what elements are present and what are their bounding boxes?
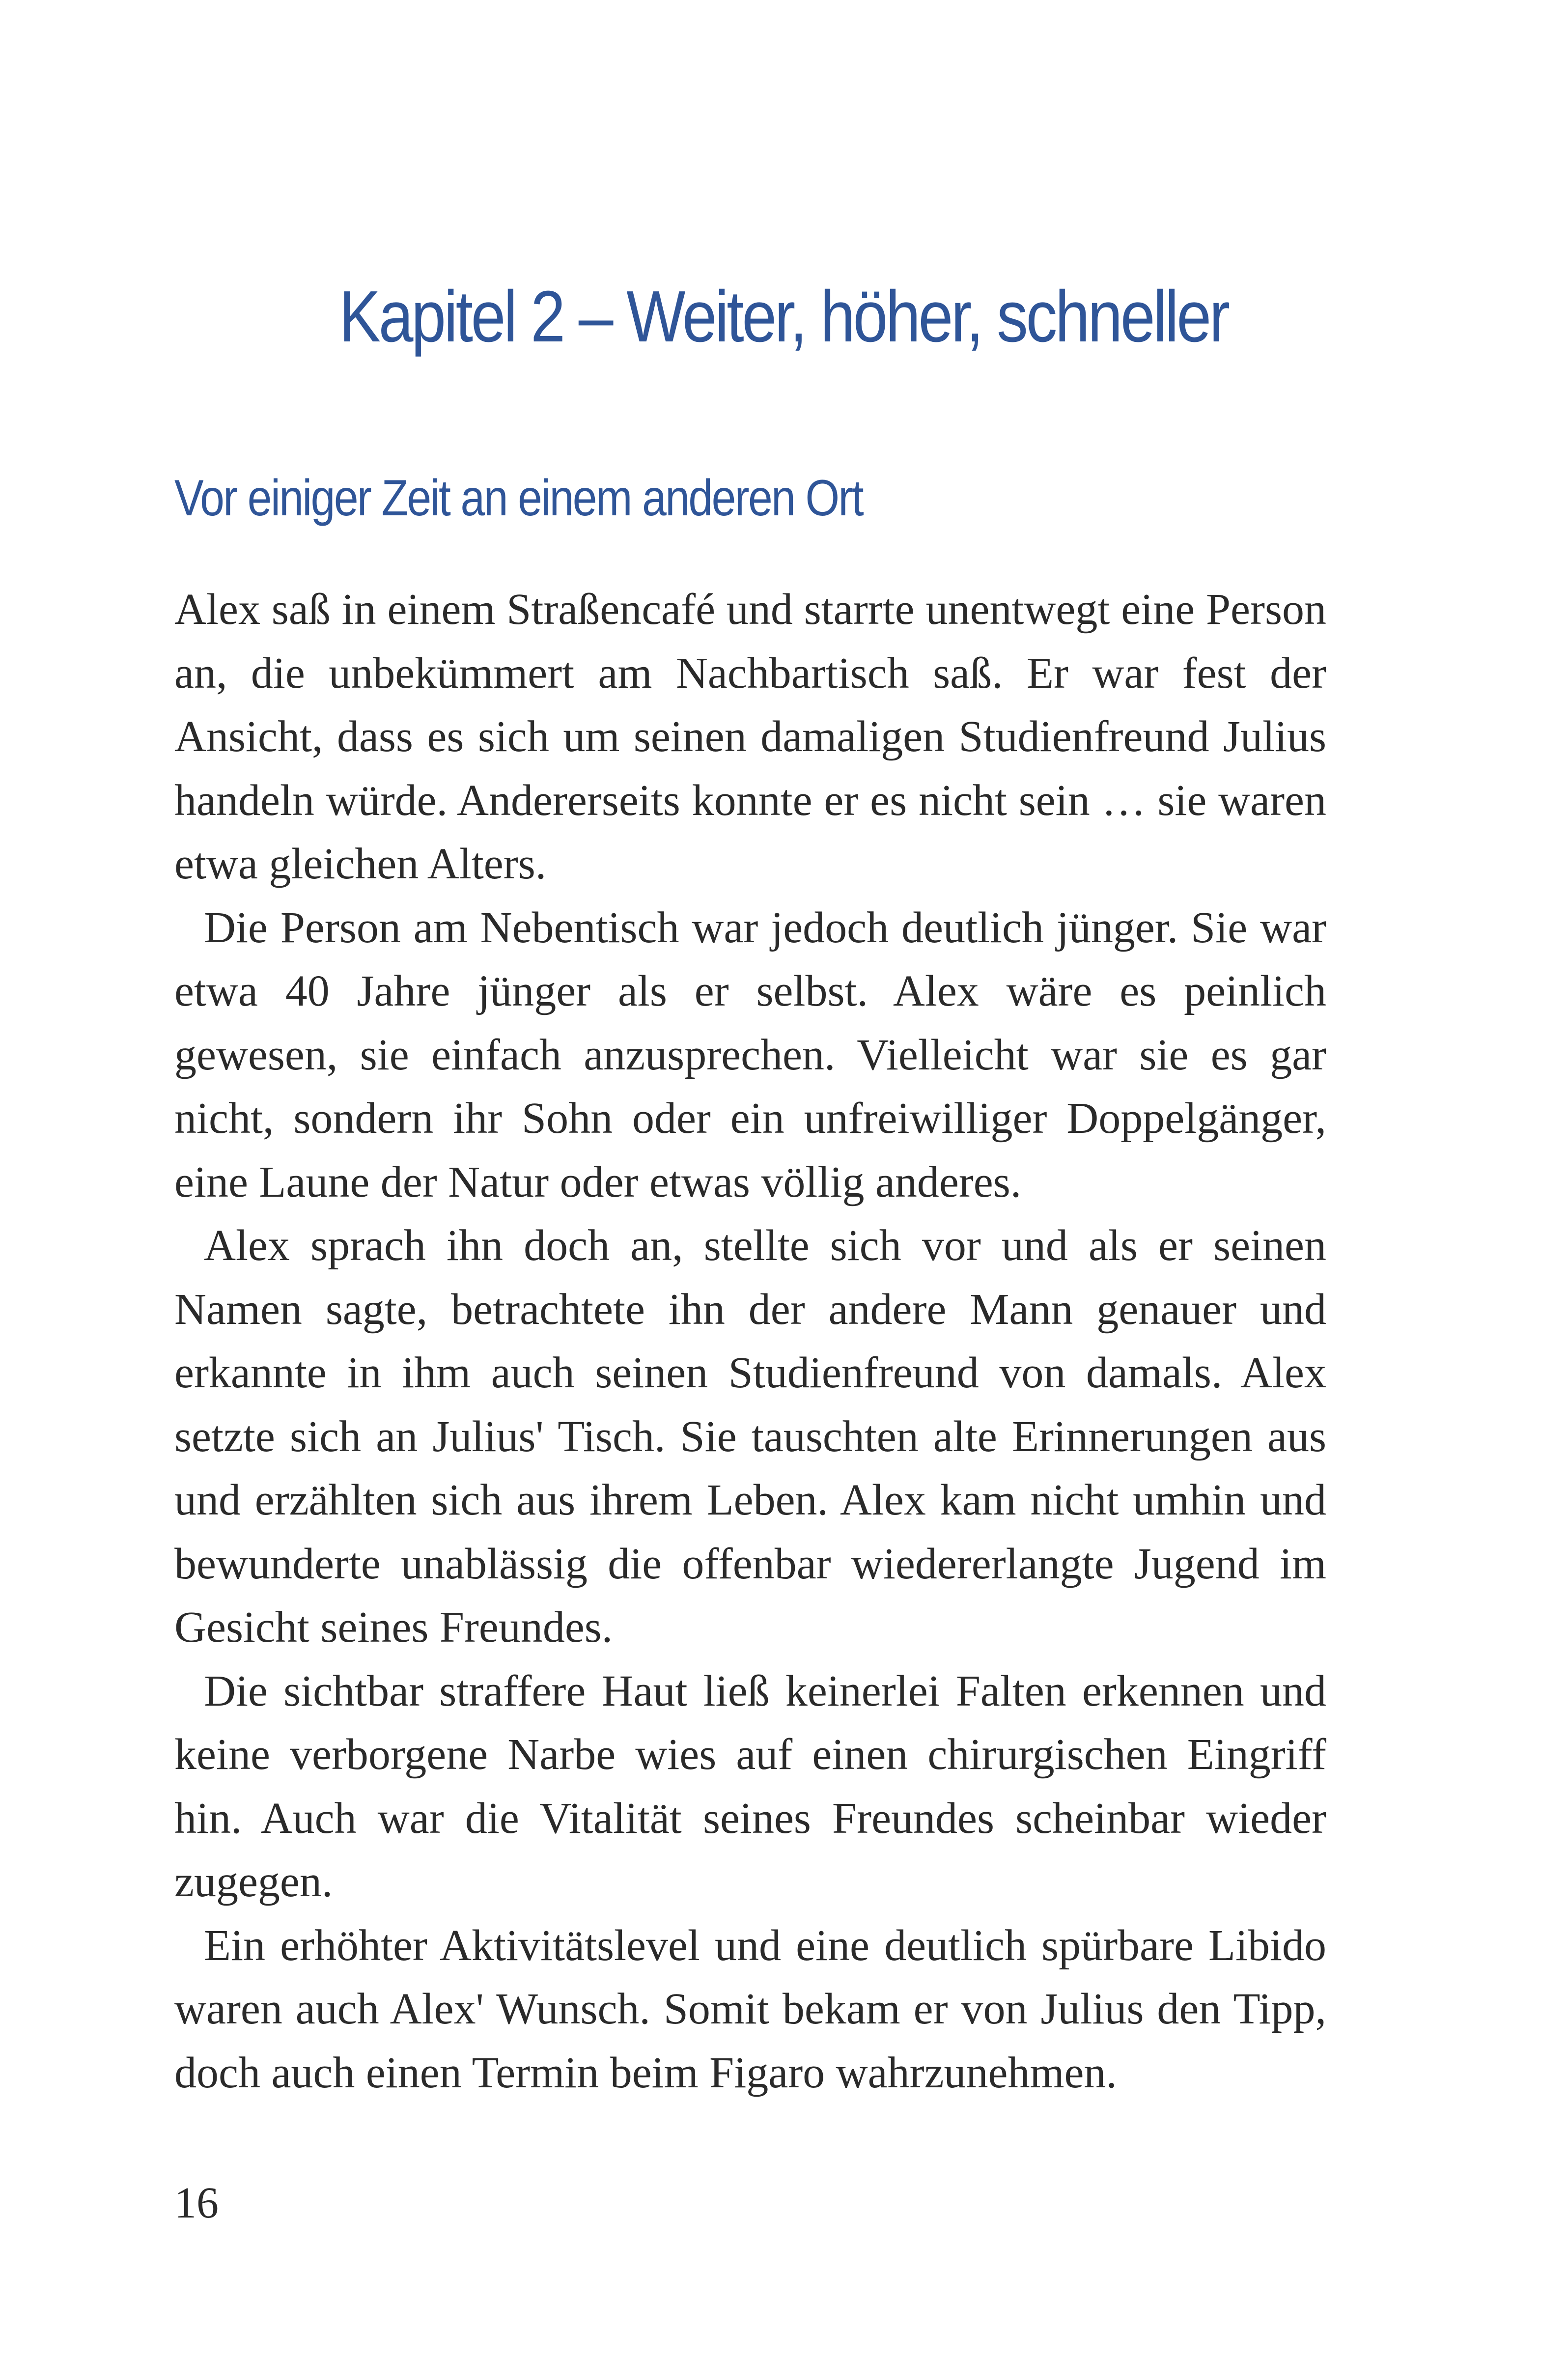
page-number: 16: [174, 2179, 219, 2227]
section-title: Vor einiger Zeit an einem anderen Ort: [174, 470, 863, 527]
body-text: [174, 578, 1326, 2105]
paragraph: Ein erhöhter Aktivitätslevel und eine deutlich spürbare Libido waren auch Alex' Wunsch. Somit bekam er von Julius den Tipp, doch auch einen Termin beim Figaro wahrzunehmen.: [174, 1921, 1326, 2097]
chapter-title: Kapitel 2 – Weiter, höher, schneller: [339, 276, 1228, 357]
paragraph: Alex saß in einem Straßencafé und starrte unentwegt eine Person an, die unbekümmert am Nachbartisch saß. Er war fest der Ansicht, dass es sich um seinen damaligen Studienfreund Julius handeln würde. Andererseits konnte er es nicht sein … sie waren etwa gleichen Alters.: [174, 585, 1326, 888]
paragraph: Alex sprach ihn doch an, stellte sich vor und als er seinen Namen sagte, betrachtete ihn der andere Mann genauer und erkannte in ihm auch seinen Studienfreund von damals. Alex setzte sich an Julius' Tisch. Sie tauschten alte Erinnerungen aus und erzählten sich aus ihrem Leben. Alex kam nicht umhin und bewunderte unablässig die offenbar wiedererlangte Jugend im Gesicht seines Freundes.: [174, 1221, 1326, 1652]
paragraph: Die Person am Nebentisch war jedoch deutlich jünger. Sie war etwa 40 Jahre jünger als er selbst. Alex wäre es peinlich gewesen, sie einfach anzusprechen. Vielleicht war sie es gar nicht, sondern ihr Sohn oder ein unfreiwilliger Doppelgänger, eine Laune der Natur oder etwas völlig anderes.: [174, 903, 1326, 1207]
paragraph: Die sichtbar straffere Haut ließ keinerlei Falten erkennen und keine verborgene Narbe wies auf einen chirurgischen Eingriff hin. Auch war die Vitalität seines Freundes scheinbar wieder zugegen.: [174, 1666, 1326, 1906]
